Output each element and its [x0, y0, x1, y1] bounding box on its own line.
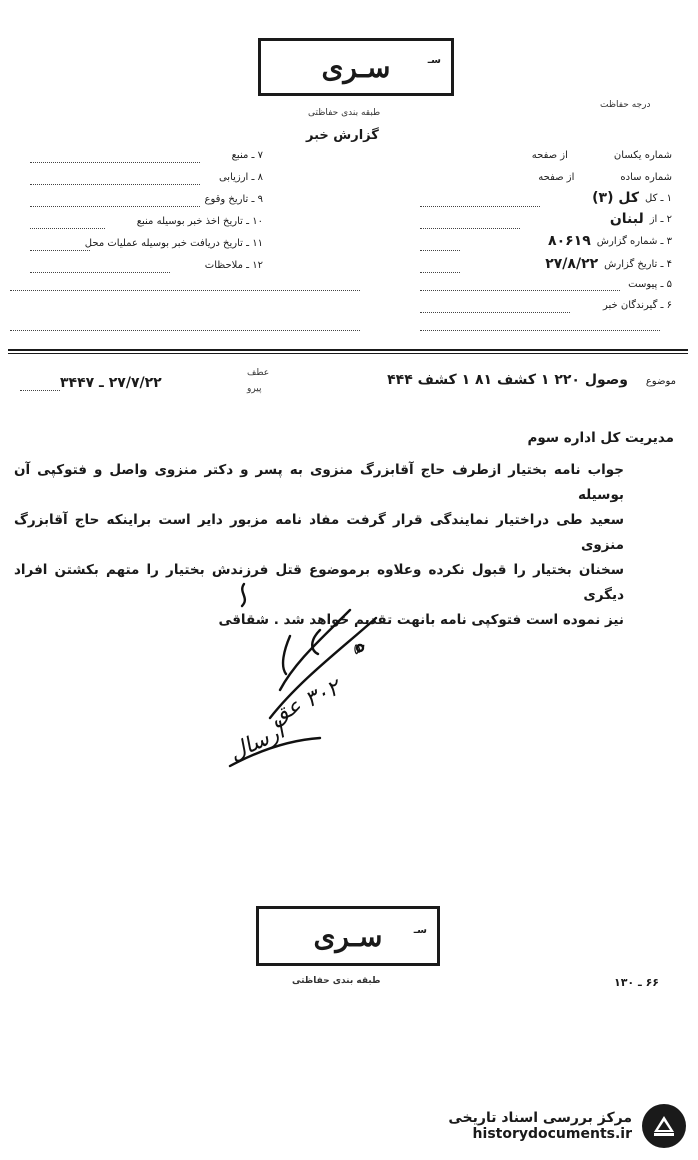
footer-url: historydocuments.ir [472, 1126, 632, 1142]
form-number: ۶۶ ـ ۱۳۰ [614, 976, 660, 989]
bottom-secret-stamp [256, 906, 440, 966]
field-left-row [85, 238, 263, 249]
body-line: سخنان بختیار را قبول نکرده وعلاوه برموضوع قتل فرزندش بختیار را متهم بکشتن افراد دیگری [14, 562, 624, 603]
stamp-prefix: سـ [427, 55, 441, 66]
archive-logo-icon [640, 1102, 688, 1150]
dotted-line [420, 330, 660, 331]
reference-value: ۲۷/۷/۲۲ ـ ۳۴۴۷ [60, 375, 162, 391]
field-label: ۲ ـ از [649, 213, 672, 225]
stamp-text: سـرى [313, 919, 383, 953]
body-line: سعید طی دراختیار نمایندگی قرار گرفت مفاد نامه مزبور دایر است براینکه حاج آقابزرگ منزوی [14, 512, 624, 553]
field-right-row [592, 190, 672, 206]
field-label: ۸ ـ ارزیابی [218, 172, 263, 183]
body-line: نیز نموده است فتوکپی نامه بانهت تقدیم خواهد شد . شقاقی [218, 612, 624, 628]
field-left-row [232, 150, 263, 161]
field-label: شماره یکسان [613, 150, 672, 161]
field-left-row [205, 194, 263, 205]
document-type: گزارش خبر [306, 128, 379, 143]
field-label: ۱۲ ـ ملاحظات [204, 260, 263, 271]
field-extra: از صفحه [531, 150, 568, 161]
field-label: ۳ ـ شماره گزارش [596, 235, 672, 247]
field-right-row [545, 256, 672, 272]
field-value: لبنان [609, 211, 644, 227]
dotted-line [30, 250, 90, 251]
field-label: ۵ ـ پیوست [628, 279, 672, 290]
handwritten-note-number: ۵۰ [349, 637, 371, 659]
field-left-row [205, 260, 263, 271]
addressee: مدیریت کل اداره سوم [527, 430, 674, 446]
field-value: ۸۰۶۱۹ [548, 233, 591, 249]
field-left-row [137, 216, 263, 227]
dotted-line [10, 330, 360, 331]
field-value: ۲۷/۸/۲۲ [545, 256, 599, 272]
dotted-line [30, 228, 105, 229]
separator-rule [8, 349, 688, 351]
field-right-row [610, 211, 672, 227]
field-right-row [532, 150, 672, 161]
dotted-line [20, 390, 60, 391]
field-right-row [548, 233, 672, 249]
field-label: ۱۰ ـ تاریخ اخذ خبر بوسیله منبع [136, 216, 263, 227]
body-line: جواب نامه بختیار ازطرف حاج آقابزرگ منزوی به پسر و دکتر منزوی واصل و فتوکپی آن بوسیله [14, 462, 624, 503]
stamp-text: سـرى [321, 50, 391, 84]
footer-watermark [448, 1102, 688, 1150]
field-label: شماره ساده [620, 172, 672, 183]
dotted-line [10, 290, 360, 291]
dotted-line [30, 206, 200, 207]
field-right-row [538, 172, 672, 183]
handwritten-note-ref: ۳۰۲ عق [266, 675, 344, 730]
subject-label: موضوع [645, 376, 676, 387]
field-right-row [603, 300, 672, 311]
field-left-row [219, 172, 263, 183]
dotted-line [420, 312, 570, 313]
classification-label: طبقه بندی حفاظتی [308, 108, 381, 118]
classification-label: طبقه بندی حفاظتی [292, 976, 381, 986]
dotted-line [420, 206, 540, 207]
field-label: ۹ ـ تاریخ وقوع [204, 194, 263, 205]
field-label: ۴ ـ تاریخ گزارش [604, 258, 672, 270]
dotted-line [30, 184, 200, 185]
reference-label-top: عطف [247, 368, 270, 378]
dotted-line [30, 162, 200, 163]
footer-org-name: مرکز بررسی اسناد تاریخی [448, 1110, 632, 1126]
handwritten-note-sent: ارسال [225, 718, 289, 767]
dotted-line [420, 272, 460, 273]
protection-grade-label: درجه حفاظت [600, 100, 651, 110]
field-extra: از صفحه [538, 172, 575, 183]
dotted-line [420, 290, 620, 291]
subject-value: وصول ۲۲۰ ۱ کشف ۸۱ ۱ کشف ۴۴۴ [387, 372, 628, 388]
field-right-row [628, 279, 672, 290]
field-value: کل (۳) [592, 190, 639, 206]
field-label: ۶ ـ گیرندگان خبر [602, 300, 672, 311]
reference-label-bottom: پیرو [247, 384, 262, 394]
field-label: ۷ ـ منبع [231, 150, 263, 161]
dotted-line [420, 228, 520, 229]
separator-rule [8, 353, 688, 354]
dotted-line [420, 250, 460, 251]
top-secret-stamp [258, 38, 454, 96]
dotted-line [30, 272, 170, 273]
field-label: ۱ ـ کل [645, 192, 672, 204]
stamp-prefix: سـ [413, 925, 427, 936]
field-label: ۱۱ ـ تاریخ دریافت خبر بوسیله عملیات محل [84, 238, 263, 249]
